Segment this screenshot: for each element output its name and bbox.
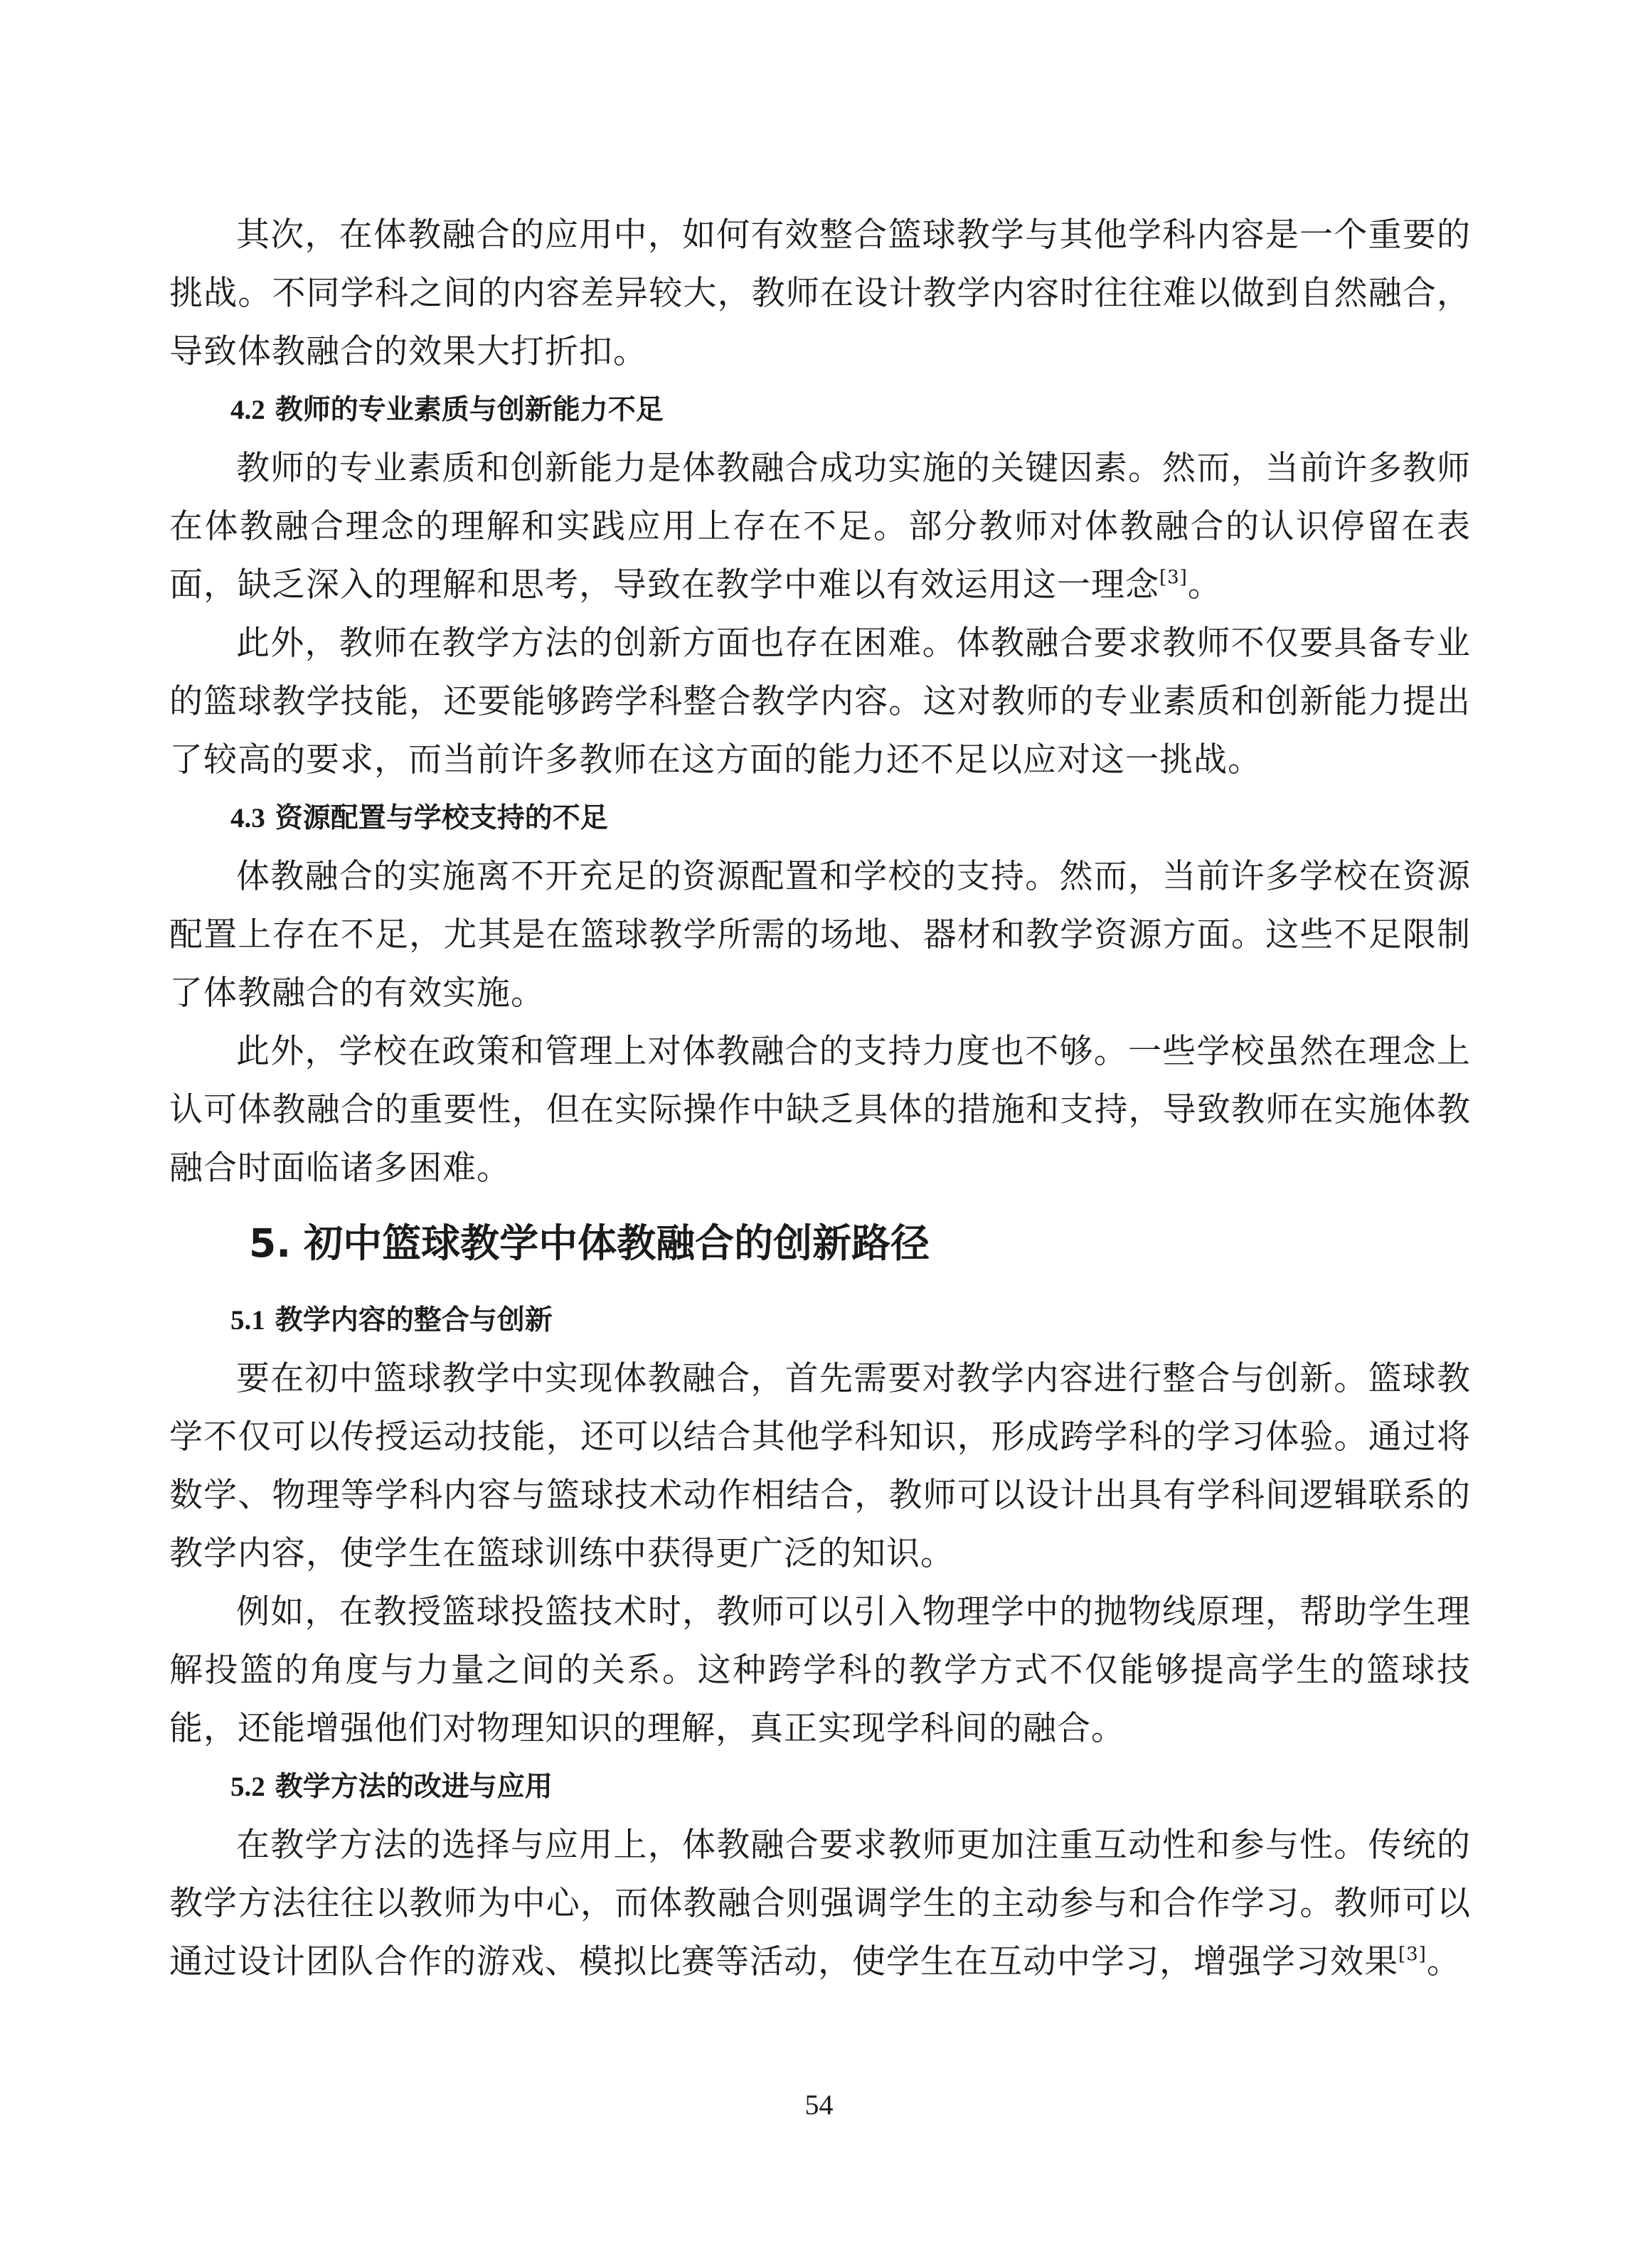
page-number: 54 (804, 2089, 834, 2121)
page-body (169, 206, 1471, 1991)
paragraph-text: 体教融合的实施离不开充足的资源配置和学校的支持。然而，当前许多学校在资源配置上存在不足，尤其是在篮球教学所需的场地、器材和教学资源方面。这些不足限制了体教融合的有效实施。 (169, 857, 1471, 1013)
heading-number: 5.1 (230, 1305, 265, 1336)
heading-title: 初中篮球教学中体教融合的创新路径 (304, 1220, 930, 1266)
paragraph-end-punct: 。 (1426, 1942, 1461, 1981)
paragraph-text: 此外，学校在政策和管理上对体教融合的支持力度也不够。一些学校虽然在理念上认可体教融合的重要性，但在实际操作中缺乏具体的措施和支持，导致教师在实施体教融合时面临诸多困难。 (169, 1032, 1471, 1188)
citation-ref: [3] (1398, 1944, 1427, 1965)
body-paragraph (169, 614, 1471, 789)
paragraph-end-punct: 。 (1187, 565, 1222, 605)
body-paragraph (169, 1816, 1471, 1991)
body-paragraph (169, 1023, 1471, 1198)
paragraph-text: 要在初中篮球教学中实现体教融合，首先需要对教学内容进行整合与创新。篮球教学不仅可以传授运动技能，还可以结合其他学科知识，形成跨学科的学习体验。通过将数学、物理等学科内容与篮球技术动作相结合，教师可以设计出具有学科间逻辑联系的教学内容，使学生在篮球训练中获得更广泛的知识。 (169, 1359, 1471, 1573)
heading-title: 教学内容的整合与创新 (275, 1304, 553, 1336)
subsection-heading (169, 381, 1471, 440)
body-paragraph (169, 440, 1471, 614)
subsection-heading (169, 1758, 1471, 1816)
heading-number: 5.2 (230, 1772, 265, 1802)
body-paragraph (169, 1350, 1471, 1583)
paragraph-text: 此外，教师在教学方法的创新方面也存在困难。体教融合要求教师不仅要具备专业的篮球教学技能，还要能够跨学科整合教学内容。这对教师的专业素质和创新能力提出了较高的要求，而当前许多教师在这方面的能力还不足以应对这一挑战。 (169, 624, 1471, 779)
heading-title: 教师的专业素质与创新能力不足 (275, 394, 664, 426)
subsection-heading (169, 789, 1471, 848)
heading-number: 4.2 (230, 395, 265, 425)
section-heading (169, 1208, 1471, 1279)
citation-ref: [3] (1159, 567, 1188, 588)
heading-number: 5. (249, 1220, 292, 1266)
paragraph-text: 教师的专业素质和创新能力是体教融合成功实施的关键因素。然而，当前许多教师在体教融合理念的理解和实践应用上存在不足。部分教师对体教融合的认识停留在表面，缺乏深入的理解和思考，导致在教学中难以有效运用这一理念 (169, 449, 1471, 605)
paragraph-text: 其次，在体教融合的应用中，如何有效整合篮球教学与其他学科内容是一个重要的挑战。不同学科之间的内容差异较大，教师在设计教学内容时往往难以做到自然融合，导致体教融合的效果大打折扣。 (169, 215, 1471, 371)
paragraph-text: 例如，在教授篮球投篮技术时，教师可以引入物理学中的抛物线原理，帮助学生理解投篮的角度与力量之间的关系。这种跨学科的教学方式不仅能够提高学生的篮球技能，还能增强他们对物理知识的理解，真正实现学科间的融合。 (169, 1592, 1471, 1748)
heading-number: 4.3 (230, 803, 265, 834)
paragraph-text: 在教学方法的选择与应用上，体教融合要求教师更加注重互动性和参与性。传统的教学方法往往以教师为中心，而体教融合则强调学生的主动参与和合作学习。教师可以通过设计团队合作的游戏、模拟比赛等活动，使学生在互动中学习，增强学习效果 (169, 1826, 1471, 1981)
heading-title: 资源配置与学校支持的不足 (275, 802, 608, 834)
heading-title: 教学方法的改进与应用 (275, 1771, 553, 1803)
body-paragraph (169, 848, 1471, 1023)
subsection-heading (169, 1292, 1471, 1350)
body-paragraph (169, 1583, 1471, 1758)
body-paragraph (169, 206, 1471, 381)
